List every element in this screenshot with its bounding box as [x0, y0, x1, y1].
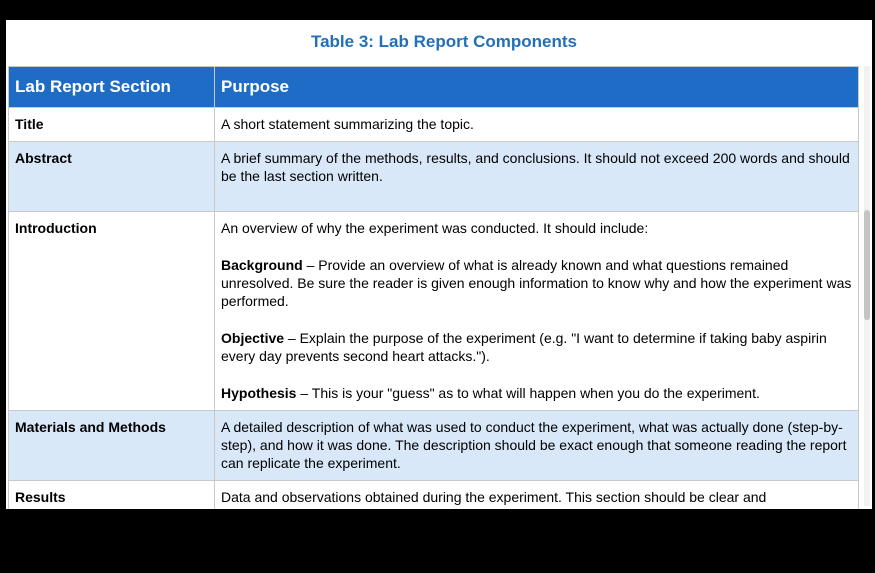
item-term: Background	[221, 257, 303, 273]
objective-item	[221, 329, 852, 365]
header-purpose: Purpose	[215, 67, 859, 108]
table-row	[9, 212, 859, 411]
item-term: Hypothesis	[221, 385, 297, 401]
section-cell: Materials and Methods	[9, 411, 215, 481]
section-cell: Results	[9, 481, 215, 510]
header-row	[9, 67, 859, 108]
item-text: – Provide an overview of what is already known and what questions remained unresolved. Be sure the reader is given enough information to know why and how the experiment was performed.	[221, 257, 852, 309]
lab-report-table	[8, 66, 859, 509]
purpose-cell	[215, 212, 859, 411]
scrollbar-thumb[interactable]	[864, 210, 870, 320]
item-term: Objective	[221, 330, 285, 346]
purpose-cell: A detailed description of what was used to conduct the experiment, what was actually done (step-by-step), and how it was done. The description should be exact enough that someone reading the report can replicate the experiment.	[215, 411, 859, 481]
purpose-cell: A short statement summarizing the topic.	[215, 108, 859, 142]
purpose-cell: A brief summary of the methods, results, and conclusions. It should not exceed 200 words and should be the last section written.	[215, 142, 859, 212]
purpose-cell: Data and observations obtained during the experiment. This section should be clear and	[215, 481, 859, 510]
item-text: – Explain the purpose of the experiment (e.g. "I want to determine if taking baby aspirin every day prevents second heart attacks.").	[221, 330, 827, 364]
document-frame	[6, 20, 872, 509]
section-cell: Introduction	[9, 212, 215, 411]
header-section: Lab Report Section	[9, 67, 215, 108]
table-title: Table 3: Lab Report Components	[310, 32, 578, 51]
hypothesis-item	[221, 384, 852, 402]
section-cell: Abstract	[9, 142, 215, 212]
section-cell: Title	[9, 108, 215, 142]
item-text: – This is your "guess" as to what will happen when you do the experiment.	[300, 385, 760, 401]
table-row	[9, 481, 859, 510]
table-row	[9, 108, 859, 142]
table-row	[9, 411, 859, 481]
background-item	[221, 256, 852, 310]
table-row	[9, 142, 859, 212]
intro-text: An overview of why the experiment was conducted. It should include:	[221, 220, 649, 236]
